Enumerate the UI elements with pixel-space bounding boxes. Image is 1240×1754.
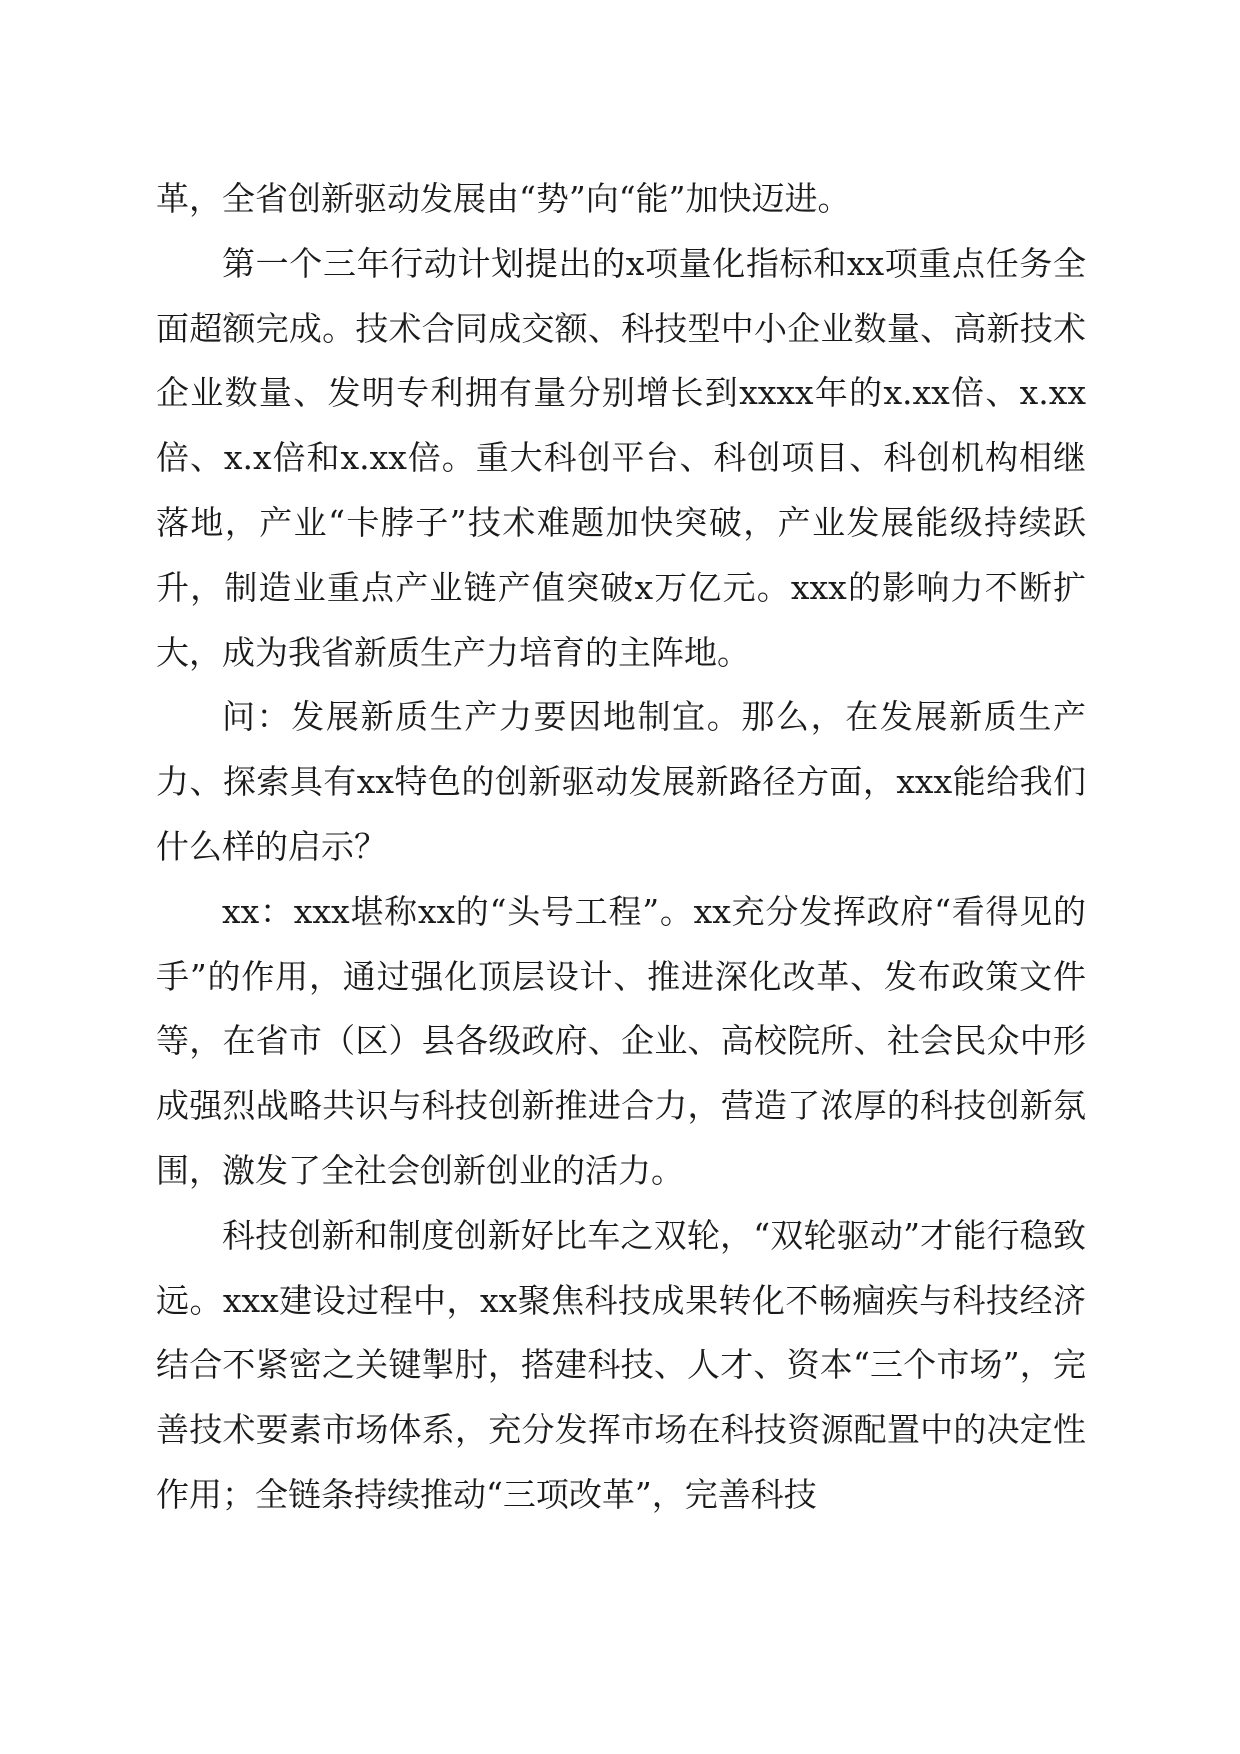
paragraph-answer: xx：xxx堪称xx的“头号工程”。xx充分发挥政府“看得见的手”的作用，通过强化顶层设计、推进深化改革、发布政策文件等，在省市（区）县各级政府、企业、高校院所、社会民众中形成强烈战略共识与科技创新推进合力，营造了浓厚的科技创新氛围，激发了全社会创新创业的活力。 [156,891,1086,1190]
document-page [156,167,1086,1528]
paragraph-continuation: 革，全省创新驱动发展由“势”向“能”加快迈进。 [156,179,851,218]
paragraph-three-year-plan: 第一个三年行动计划提出的x项量化指标和xx项重点任务全面超额完成。技术合同成交额、科技型中小企业数量、高新技术企业数量、发明专利拥有量分别增长到xxxx年的x.xx倍、x.xx倍、x.x倍和x.xx倍。重大科创平台、科创项目、科创机构相继落地，产业“卡脖子”技术难题加快突破，产业发展能级持续跃升，制造业重点产业链产值突破x万亿元。xxx的影响力不断扩大，成为我省新质生产力培育的主阵地。 [156,243,1086,672]
paragraph-question: 问：发展新质生产力要因地制宜。那么，在发展新质生产力、探索具有xx特色的创新驱动发展新路径方面，xxx能给我们什么样的启示？ [156,697,1086,866]
paragraph-dual-wheel: 科技创新和制度创新好比车之双轮，“双轮驱动”才能行稳致远。xxx建设过程中，xx聚焦科技成果转化不畅痼疾与科技经济结合不紧密之关键掣肘，搭建科技、人才、资本“三个市场”，完善技术要素市场体系，充分发挥市场在科技资源配置中的决定性作用；全链条持续推动“三项改革”，完善科技 [156,1215,1086,1514]
